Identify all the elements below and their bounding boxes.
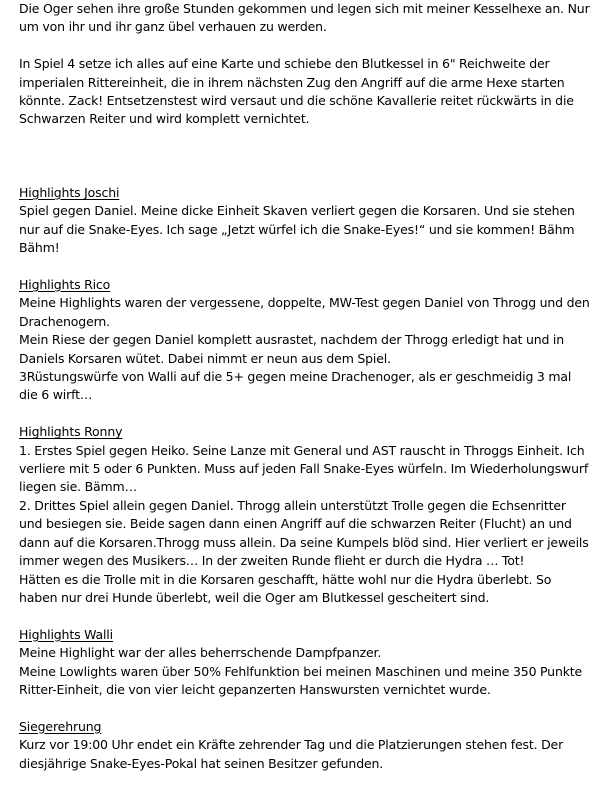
section-siegerehrung-paragraph-1: Kurz vor 19:00 Uhr endet ein Kräfte zehrender Tag und die Platzierungen stehen fest. Der diesjährige Snake-Eyes-Pokal hat seinen Besitzer gefunden. [19, 737, 564, 771]
section-heading-ronny: Highlights Ronny [19, 424, 123, 440]
section-heading-siegerehrung: Siegerehrung [19, 718, 102, 734]
spacer [19, 37, 591, 55]
section-ronny-paragraph-1: 1. Erstes Spiel gegen Heiko. Seine Lanze mit General und AST rauscht in Throggs Einheit. Ich verliere mit 5 oder 6 Punkten. Muss auf jeden Fall Snake-Eyes würfeln. Im Wiederholungswurf liegen sie. Bämm… [19, 442, 589, 495]
section-joschi-paragraph-1: Spiel gegen Daniel. Meine dicke Einheit Skaven verliert gegen die Korsaren. Und sie stehen nur auf die Snake-Eyes. Ich sage „Jetzt würfel ich die Snake-Eyes!“ und sie kommen! Bähm Bähm! [19, 203, 575, 256]
document-body [19, 0, 591, 773]
spacer [19, 699, 591, 717]
section-walli-paragraph-2: Meine Lowlights waren über 50% Fehlfunktion bei meinen Maschinen und meine 350 Punkte Ritter-Einheit, die von vier leicht gepanzerten Hanswursten vernichtet wurde. [19, 663, 583, 697]
intro-paragraph-1: Die Oger sehen ihre große Stunden gekommen und legen sich mit meiner Kesselhexe an. Nur um von ihr und ihr ganz übel verhauen zu werden. [19, 1, 590, 35]
spacer [19, 607, 591, 625]
section-heading-rico: Highlights Rico [19, 277, 111, 293]
intro-paragraph-2: In Spiel 4 setze ich alles auf eine Karte und schiebe den Blutkessel in 6" Reichweite der imperialen Rittereinheit, die in ihrem nächsten Zug den Angriff auf die arme Hexe starten könnte. Zack! Entsetzenstest wird versaut und die schöne Kavallerie reitet rückwärts in die Schwarzen Reiter und wird komplett vernichtet. [19, 56, 574, 127]
spacer [19, 258, 591, 276]
section-walli-paragraph-1: Meine Highlight war der alles beherrschende Dampfpanzer. [19, 645, 382, 661]
section-rico-paragraph-3: 3Rüstungswürfe von Walli auf die 5+ gegen meine Drachenoger, als er geschmeidig 3 mal die 6 wirft… [19, 369, 572, 403]
section-heading-joschi: Highlights Joschi [19, 185, 120, 201]
spacer [19, 129, 591, 184]
section-ronny-paragraph-3: Hätten es die Trolle mit in die Korsaren geschafft, hätte wohl nur die Hydra überlebt. So haben nur drei Hunde überlebt, weil die Oger am Blutkessel gescheitert sind. [19, 571, 552, 605]
section-rico-paragraph-2: Mein Riese der gegen Daniel komplett ausrastet, nachdem der Throgg erledigt hat und in Daniels Korsaren wütet. Dabei nimmt er neun aus dem Spiel. [19, 332, 565, 366]
section-ronny-paragraph-2: 2. Drittes Spiel allein gegen Daniel. Throgg allein unterstützt Trolle gegen die Echsenritter und besiegen sie. Beide sagen dann einen Angriff auf die schwarzen Reiter (Flucht) an und dann auf die Korsaren.Throgg muss allein. Da seine Kumpels blöd sind. Hier verliert er jeweils immer wegen des Musikers… In der zweiten Runde flieht er durch die Hydra … Tot! [19, 497, 589, 569]
section-heading-walli: Highlights Walli [19, 626, 113, 642]
section-rico-paragraph-1: Meine Highlights waren der vergessene, doppelte, MW-Test gegen Daniel von Throgg und den Drachenogern. [19, 295, 590, 329]
spacer [19, 405, 591, 423]
